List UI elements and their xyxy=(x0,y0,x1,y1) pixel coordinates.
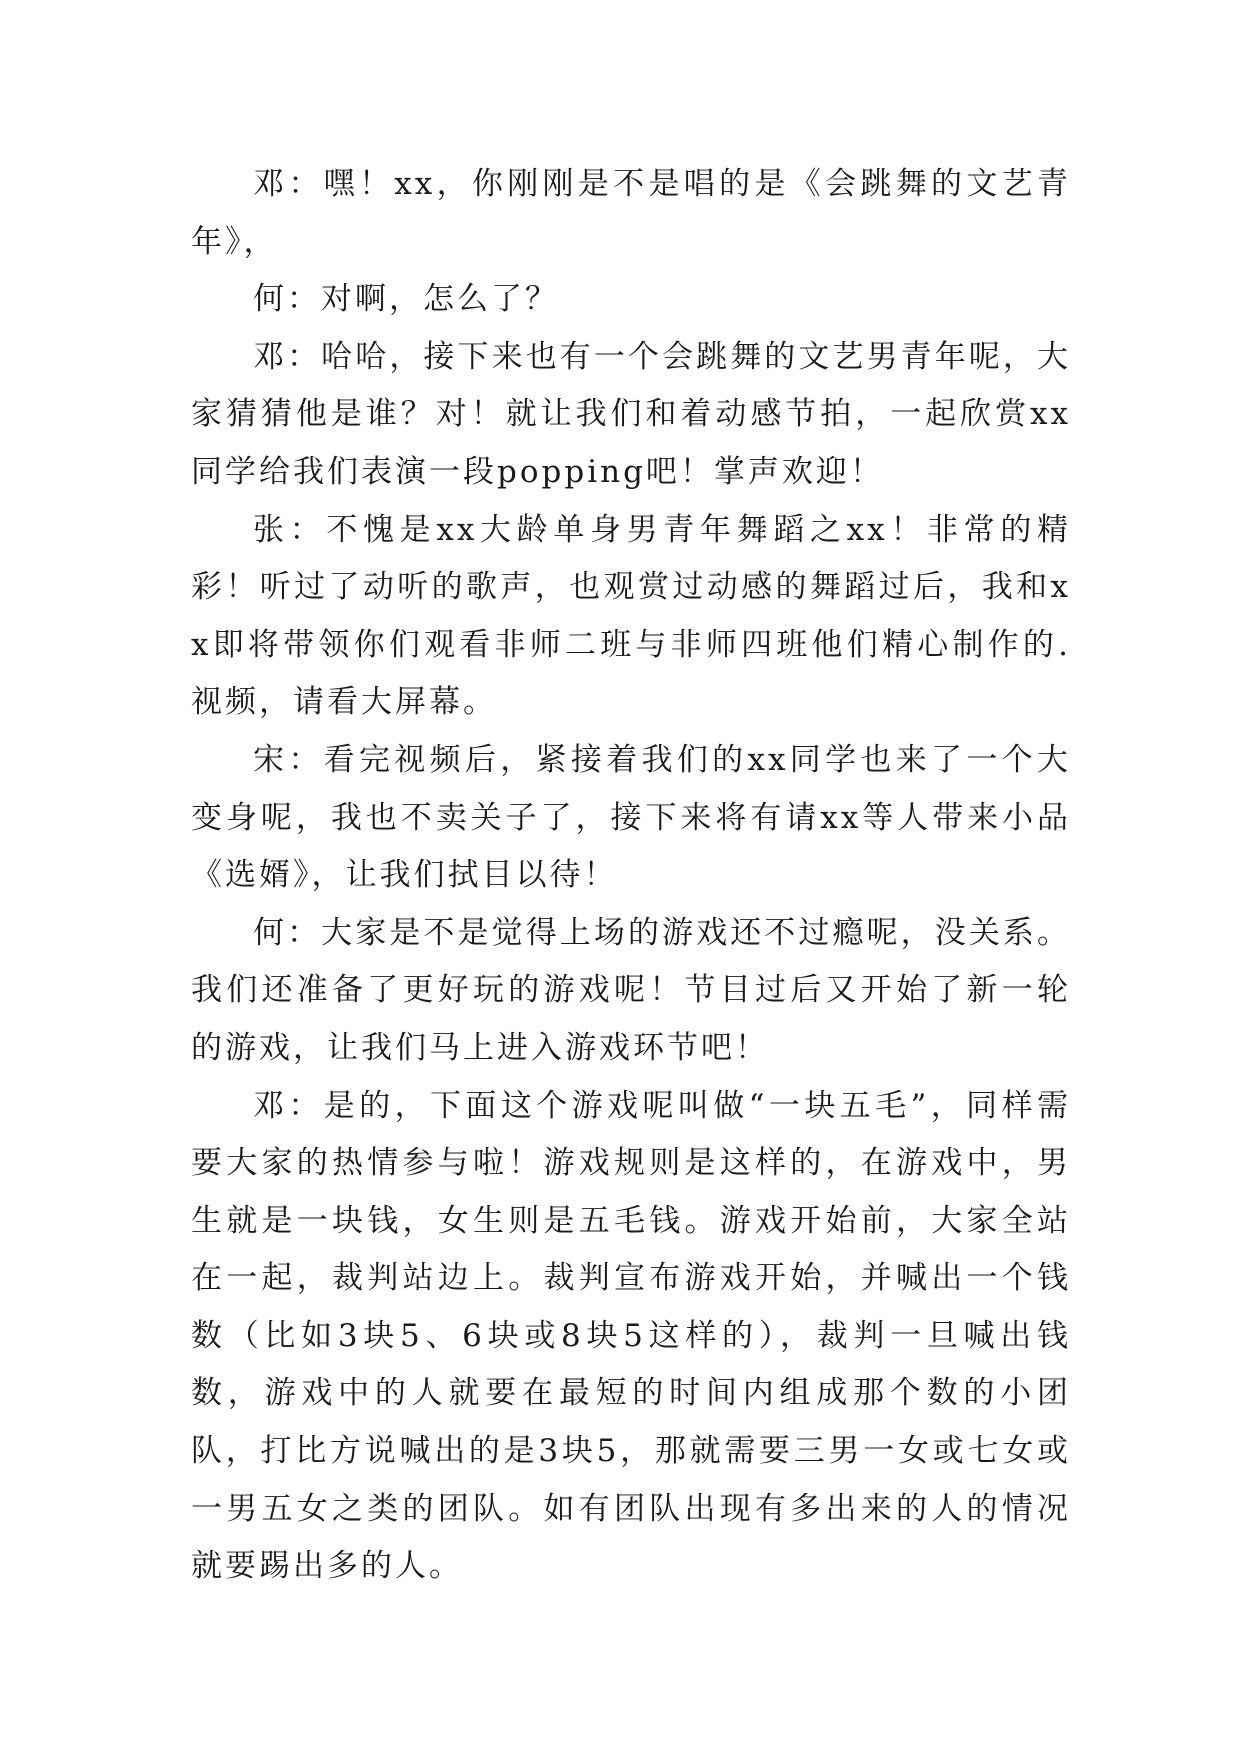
paragraph: 宋：看完视频后，紧接着我们的xx同学也来了一个大变身呢，我也不卖关子了，接下来将有请xx等人带来小品《选婿》，让我们拭目以待！ xyxy=(191,741,1071,894)
paragraph: 何：大家是不是觉得上场的游戏还不过瘾呢，没关系。我们还准备了更好玩的游戏呢！节目过后又开始了新一轮的游戏，让我们马上进入游戏环节吧！ xyxy=(191,914,1071,1066)
document-body xyxy=(191,156,1071,1596)
paragraph: 邓：嘿！xx，你刚刚是不是唱的是《会跳舞的文艺青年》， xyxy=(191,166,1071,260)
paragraph: 邓：哈哈，接下来也有一个会跳舞的文艺男青年呢，大家猜猜他是谁？对！就让我们和着动感节拍，一起欣赏xx同学给我们表演一段popping吧！掌声欢迎！ xyxy=(191,338,1071,490)
paragraph: 何：对啊，怎么了？ xyxy=(253,281,559,318)
paragraph: 邓：是的，下面这个游戏呢叫做“一块五毛”，同样需要大家的热情参与啦！游戏规则是这样的，在游戏中，男生就是一块钱，女生则是五毛钱。游戏开始前，大家全站在一起，裁判站边上。裁判宣布游戏开始，并喊出一个钱数（比如3块5、6块或8块5这样的），裁判一旦喊出钱数，游戏中的人就要在最短的时间内组成那个数的小团队，打比方说喊出的是3块5，那就需要三男一女或七女或一男五女之类的团队。如有团队出现有多出来的人的情况就要踢出多的人。 xyxy=(191,1087,1071,1585)
paragraph: 张：不愧是xx大龄单身男青年舞蹈之xx！非常的精彩！听过了动听的歌声，也观赏过动感的舞蹈过后，我和xx即将带领你们观看非师二班与非师四班他们精心制作的.视频，请看大屏幕。 xyxy=(191,511,1071,721)
